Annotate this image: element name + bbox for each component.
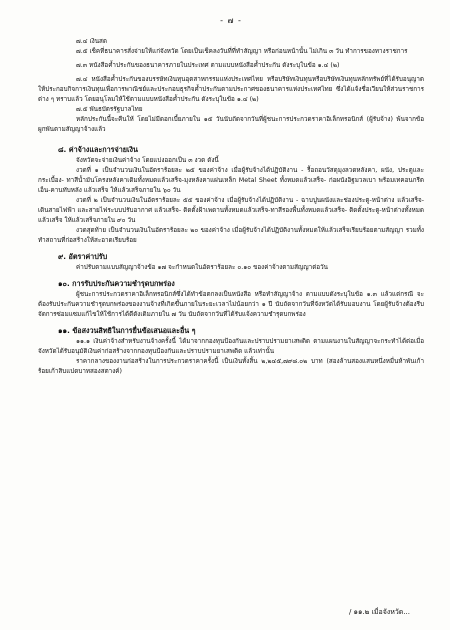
paragraph: ราคากลางของงานก่อสร้างในการประกวดราคาครั้งนี้ เป็นเงินทั้งสิ้น ๒,๒๔๕,๗๙๘.๐๒ บาท (สองล้านสองแสนหนึ่งหมื่นห้าพันเก้าร้อยเก้าสิบแปดบาทสองสตางค์) xyxy=(38,358,424,375)
section-heading: ๑๐. การรับประกันความชำรุดบกพร่อง xyxy=(58,279,175,288)
paragraph: หลักประกันนี้จะคืนให้ โดยไม่มีดอกเบี้ยภายใน ๑๕ วันนับถัดจากวันที่ผู้ชนะการประกวดราคาอิเล็กทรอนิกส์ (ผู้รับจ้าง) พ้นจากข้อผูกพันตามสัญญาจ้างแล้ว xyxy=(38,116,424,133)
paragraph: ๗.๕ พันธบัตรรัฐบาลไทย xyxy=(76,106,143,113)
section-11 xyxy=(38,326,424,377)
paragraph: ๑๑.๑ เงินค่าจ้างสำหรับงานจ้างครั้งนี้ ได้มาจากกองทุนป้องกันและปราบปรามยาเสพติด ตามแผนงานในสัญญาจะกระทำได้ต่อเมื่อ จังหวัดได้รับอนุมัติเงินค่าก่อสร้างจากกองทุนป้องกันและปราบปรามยาเสพติด แล้วเท่านั้น xyxy=(38,338,424,355)
section-9 xyxy=(38,252,424,273)
paragraph: จังหวัดจะจ่ายเงินค่าจ้าง โดยแบ่งออกเป็น ๓ งวด ดังนี้ xyxy=(76,157,219,164)
paragraph: งวดสุดท้าย เป็นจำนวนเงินในอัตราร้อยละ ๒๐ ของค่าจ้าง เมื่อผู้รับจ้างได้ปฏิบัติงานทั้งหมดให้แล้วเสร็จเรียบร้อยตามสัญญา รวมทั้งทำสถานที่ก่อสร้างให้สะอาดเรียบร้อย xyxy=(38,227,424,244)
paragraph: ค่าปรับตามแบบสัญญาจ้างข้อ ๑๗ จะกำหนดในอัตราร้อยละ ๐.๑๐ ของค่าจ้างตามสัญญาต่อวัน xyxy=(76,264,328,271)
paragraph: ๗.๕ เช็คที่ธนาคารสั่งจ่ายให้แก่จังหวัด โดยเป็นเช็คลงวันที่ที่ทำสัญญา หรือก่อนหน้านั้น ไม่เกิน ๓ วัน ทำการของทางราชการ xyxy=(76,48,408,55)
paragraph: ๗.๔ เงินสด xyxy=(76,38,107,45)
paragraph: งวดที่ ๑ เป็นจำนวนเงินในอัตราร้อยละ ๒๕ ของค่าจ้าง เมื่อผู้รับจ้างได้ปฏิบัติงาน - รื้อถอนวัสดุมุงลวดหลังคา, ผนัง, ประตูและกระเบื้อง- ทาสีน้ำมันโครงหลังคาเดิมทั้งหมดแล้วเสร็จ-มุงหลังคาแผ่นเหล็ก Metal Sheet ทั้งหมดแล้วเสร็จ- ก่อผนังอิฐมวลเบา พร้อมเทคอนกรีตเอ็น-คานทับหลัง แล้วเสร็จ ให้แล้วเสร็จภายใน ๖๐ วัน xyxy=(38,167,424,194)
section-heading: ๑๑. ข้อสงวนสิทธิในการยื่นข้อเสนอและอื่น ๆ xyxy=(58,326,196,335)
continuation-note: / ๑๑.๒ เมื่อจังหวัด... xyxy=(348,608,410,616)
section-heading: ๘. ค่าจ้างและการจ่ายเงิน xyxy=(58,145,138,154)
paragraph: ๗.๔ หนังสือค้ำประกันของบรรษัทเงินทุนอุตสาหกรรมแห่งประเทศไทย หรือบริษัทเงินทุนหรือบริษัทเงินทุนหลักทรัพย์ที่ได้รับอนุญาตให้ประกอบกิจการเงินทุนเพื่อการพาณิชย์และประกอบธุรกิจค้ำประกันตามประกาศของธนาคารแห่งประเทศไทย ซึ่งได้แจ้งชื่อเวียนให้ส่วนราชการต่าง ๆ ทราบแล้ว โดยอนุโลมให้ใช้ตามแบบหนังสือค้ำประกัน ดังระบุในข้อ ๑.๔ (๒) xyxy=(38,76,424,103)
paragraph: ๗.๓ หนังสือค้ำประกันของธนาคารภายในประเทศ ตามแบบหนังสือค้ำประกัน ดังระบุในข้อ ๑.๔ (๒) xyxy=(76,62,340,69)
section-7 xyxy=(38,37,424,135)
paragraph: ผู้ชนะการประกวดราคาอิเล็กทรอนิกส์ซึ่งได้ทำข้อตกลงเป็นหนังสือ หรือทำสัญญาจ้าง ตามแบบดังระบุในข้อ ๑.๓ แล้วแต่กรณี จะต้องรับประกันความชำรุดบกพร่องของงานจ้างที่เกิดขึ้นภายในระยะเวลาไม่น้อยกว่า ๑ ปี นับถัดจากวันที่จังหวัดได้รับมอบงาน โดยผู้รับจ้างต้องรีบจัดการซ่อมแซมแก้ไขให้ใช้การได้ดีดังเดิมภายใน ๗ วัน นับถัดจากวันที่ได้รับแจ้งความชำรุดบกพร่อง xyxy=(38,291,424,318)
section-10 xyxy=(38,279,424,320)
paragraph: งวดที่ ๒ เป็นจำนวนเงินในอัตราร้อยละ ๕๕ ของค่าจ้าง เมื่อผู้รับจ้างได้ปฏิบัติงาน - ฉาบปูนผนังและช่องประตู-หน้าต่าง แล้วเสร็จ- เดินสายไฟฟ้า และสายไฟระบบปรับอากาศ แล้วเสร็จ- ติดตั้งฝ้าเพดานทั้งหมดแล้วเสร็จ-ทาสีรองพื้นทั้งหมดแล้วเสร็จ- ติดตั้งประตู-หน้าต่างทั้งหมดแล้วเสร็จ ให้แล้วเสร็จภายใน ๙๐ วัน xyxy=(38,197,424,224)
section-heading: ๙. อัตราค่าปรับ xyxy=(58,252,108,261)
page-number: - ๗ - xyxy=(220,16,242,25)
section-8 xyxy=(38,145,424,246)
